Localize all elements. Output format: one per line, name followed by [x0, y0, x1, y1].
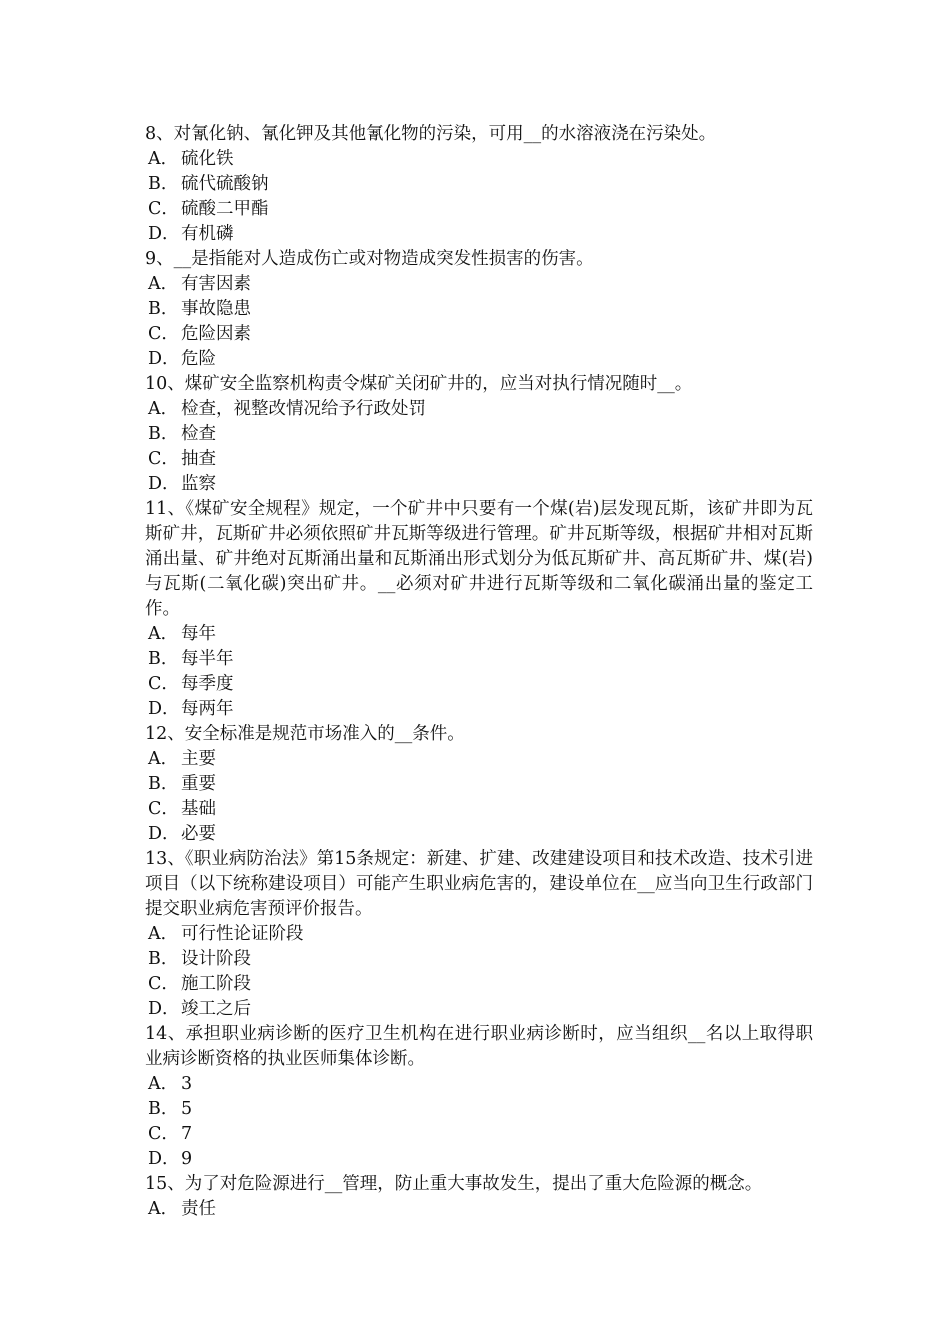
- option-a: A． 责任: [148, 1199, 216, 1219]
- option-d: D．危险: [148, 349, 216, 369]
- question-12: [145, 722, 813, 847]
- question-stem: 9、__是指能对人造成伤亡或对物造成突发性损害的伤害。: [145, 249, 594, 269]
- option-b: B． 5: [148, 1099, 193, 1119]
- option-d: D．9: [148, 1149, 193, 1169]
- option-a: A． 检查，视整改情况给予行政处罚: [148, 399, 426, 419]
- option-d: D．监察: [148, 474, 216, 494]
- question-13: [145, 847, 813, 1022]
- question-15: [145, 1172, 813, 1222]
- question-9: [145, 247, 813, 372]
- question-stem: 13、《职业病防治法》第15条规定：新建、扩建、改建建设项目和技术改造、技术引进项目（以下统称建设项目）可能产生职业病危害的，建设单位在__应当向卫生行政部门提交职业病危害预评价报告。: [145, 849, 813, 919]
- option-a: A． 可行性论证阶段: [148, 924, 304, 944]
- question-8: [145, 122, 813, 247]
- question-stem: 15、为了对危险源进行__管理，防止重大事故发生，提出了重大危险源的概念。: [145, 1174, 763, 1194]
- question-10: [145, 372, 813, 497]
- option-b: B． 硫代硫酸钠: [148, 174, 269, 194]
- question-11: [145, 497, 813, 722]
- question-stem: 11、《煤矿安全规程》规定，一个矿井中只要有一个煤(岩)层发现瓦斯，该矿井即为瓦斯矿井，瓦斯矿井必须依照矿井瓦斯等级进行管理。矿井瓦斯等级，根据矿井相对瓦斯涌出量、矿井绝对瓦斯涌出量和瓦斯涌出形式划分为低瓦斯矿井、高瓦斯矿井、煤(岩)与瓦斯(二氧化碳)突出矿井。__必须对矿井进行瓦斯等级和二氧化碳涌出量的鉴定工作。: [145, 499, 813, 619]
- question-stem: 10、煤矿安全监察机构责令煤矿关闭矿井的，应当对执行情况随时__。: [145, 374, 693, 394]
- option-c: C． 7: [148, 1124, 193, 1144]
- option-c: C． 基础: [148, 799, 216, 819]
- option-c: C． 硫酸二甲酯: [148, 199, 269, 219]
- option-c: C． 抽查: [148, 449, 216, 469]
- option-b: B． 设计阶段: [148, 949, 251, 969]
- option-a: A． 有害因素: [148, 274, 251, 294]
- option-c: C． 危险因素: [148, 324, 251, 344]
- option-a: A． 硫化铁: [148, 149, 234, 169]
- option-c: C． 施工阶段: [148, 974, 251, 994]
- option-b: B． 每半年: [148, 649, 234, 669]
- option-b: B． 检查: [148, 424, 216, 444]
- option-d: D．竣工之后: [148, 999, 251, 1019]
- option-d: D．每两年: [148, 699, 234, 719]
- option-a: A． 每年: [148, 624, 216, 644]
- option-a: A． 主要: [148, 749, 216, 769]
- option-d: D．必要: [148, 824, 216, 844]
- question-stem: 8、对氰化钠、氰化钾及其他氰化物的污染，可用__的水溶液浇在污染处。: [145, 124, 717, 144]
- option-d: D．有机磷: [148, 224, 234, 244]
- question-stem: 14、承担职业病诊断的医疗卫生机构在进行职业病诊断时，应当组织__名以上取得职业病诊断资格的执业医师集体诊断。: [145, 1024, 813, 1069]
- question-14: [145, 1022, 813, 1172]
- option-c: C． 每季度: [148, 674, 234, 694]
- question-stem: 12、安全标准是规范市场准入的__条件。: [145, 724, 465, 744]
- option-a: A． 3: [148, 1074, 193, 1094]
- document-page: [145, 122, 813, 1222]
- option-b: B． 重要: [148, 774, 216, 794]
- option-b: B． 事故隐患: [148, 299, 251, 319]
